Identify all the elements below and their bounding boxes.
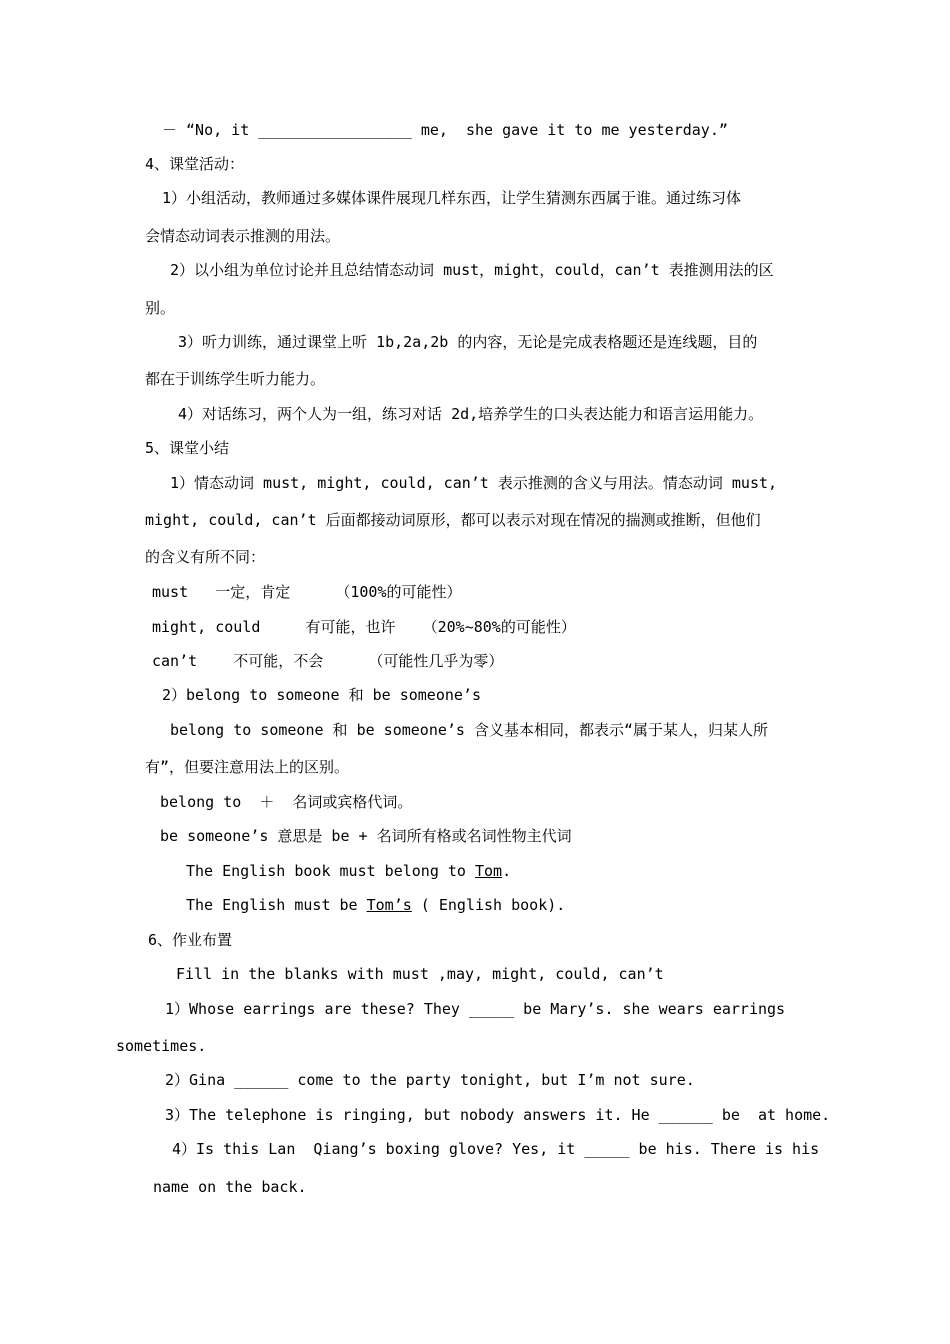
activity-2-line-2: 别。 <box>145 299 176 317</box>
summary-2-line-1: belong to someone 和 be someone’s 含义基本相同，都表示“属于某人，归某人所 <box>170 721 769 739</box>
modal-might-could-row: might, could 有可能，也许 （20%~80%的可能性） <box>152 618 576 636</box>
exercise-1-line-1: 1）Whose earrings are these? They _____ be Mary’s. she wears earrings <box>165 1000 786 1018</box>
summary-1-line-3: 的含义有所不同： <box>145 548 266 566</box>
activity-3-line-1: 3）听力训练，通过课堂上听 1b,2a,2b 的内容，无论是完成表格题还是连线题，目的 <box>178 333 758 351</box>
activity-4-line: 4）对话练习，两个人为一组，练习对话 2d,培养学生的口头表达能力和语言运用能力。 <box>178 405 764 423</box>
example-sentence-2 <box>186 895 565 915</box>
section-heading-summary: 5、课堂小结 <box>145 439 230 457</box>
activity-1-line-1: 1）小组活动，教师通过多媒体课件展现几样东西，让学生猜测东西属于谁。通过练习体 <box>162 189 742 207</box>
example-2-underlined: Tom’s <box>366 896 412 914</box>
be-someones-rule: be someone’s 意思是 be + 名词所有格或名词性物主代词 <box>160 827 572 845</box>
example-1-underlined: Tom <box>474 862 503 880</box>
example-sentence-1 <box>186 861 511 881</box>
example-1-end: . <box>502 862 512 880</box>
exercise-4-line-2: name on the back. <box>153 1178 307 1196</box>
activity-2-line-1: 2）以小组为单位讨论并且总结情态动词 must，might，could，can’t 表推测用法的区 <box>170 261 774 279</box>
example-2-end: ( English book). <box>411 896 566 914</box>
section-heading-classroom-activities: 4、课堂活动： <box>145 155 245 173</box>
example-2-text: The English must be <box>186 896 367 914</box>
exercise-4-line-1: 4）Is this Lan Qiang’s boxing glove? Yes, it _____ be his. There is his <box>172 1140 820 1158</box>
modal-cant-row: can’t 不可能，不会 （可能性几乎为零） <box>152 652 504 670</box>
dialogue-line: － “No, it _________________ me, she gave it to me yesterday.” <box>162 121 728 139</box>
section-heading-homework: 6、作业布置 <box>148 931 233 949</box>
exercise-2: 2）Gina ______ come to the party tonight, but I’m not sure. <box>165 1071 695 1089</box>
homework-instruction: Fill in the blanks with must ,may, might, could, can’t <box>176 965 664 983</box>
summary-2-heading: 2）belong to someone 和 be someone’s <box>162 686 481 704</box>
exercise-3: 3）The telephone is ringing, but nobody answers it. He ______ be at home. <box>165 1106 831 1124</box>
belong-to-rule: belong to ＋ 名词或宾格代词。 <box>160 793 413 811</box>
example-1-text: The English book must belong to <box>186 862 475 880</box>
activity-3-line-2: 都在于训练学生听力能力。 <box>145 370 326 388</box>
summary-2-line-2: 有”，但要注意用法上的区别。 <box>145 758 350 776</box>
exercise-1-line-2: sometimes. <box>116 1037 207 1055</box>
summary-1-line-2: might, could, can’t 后面都接动词原形，都可以表示对现在情况的揣测或推断，但他们 <box>145 511 761 529</box>
summary-1-line-1: 1）情态动词 must, might, could, can’t 表示推测的含义与用法。情态动词 must, <box>170 474 778 492</box>
activity-1-line-2: 会情态动词表示推测的用法。 <box>145 227 341 245</box>
modal-must-row: must 一定，肯定 （100%的可能性） <box>152 583 462 601</box>
